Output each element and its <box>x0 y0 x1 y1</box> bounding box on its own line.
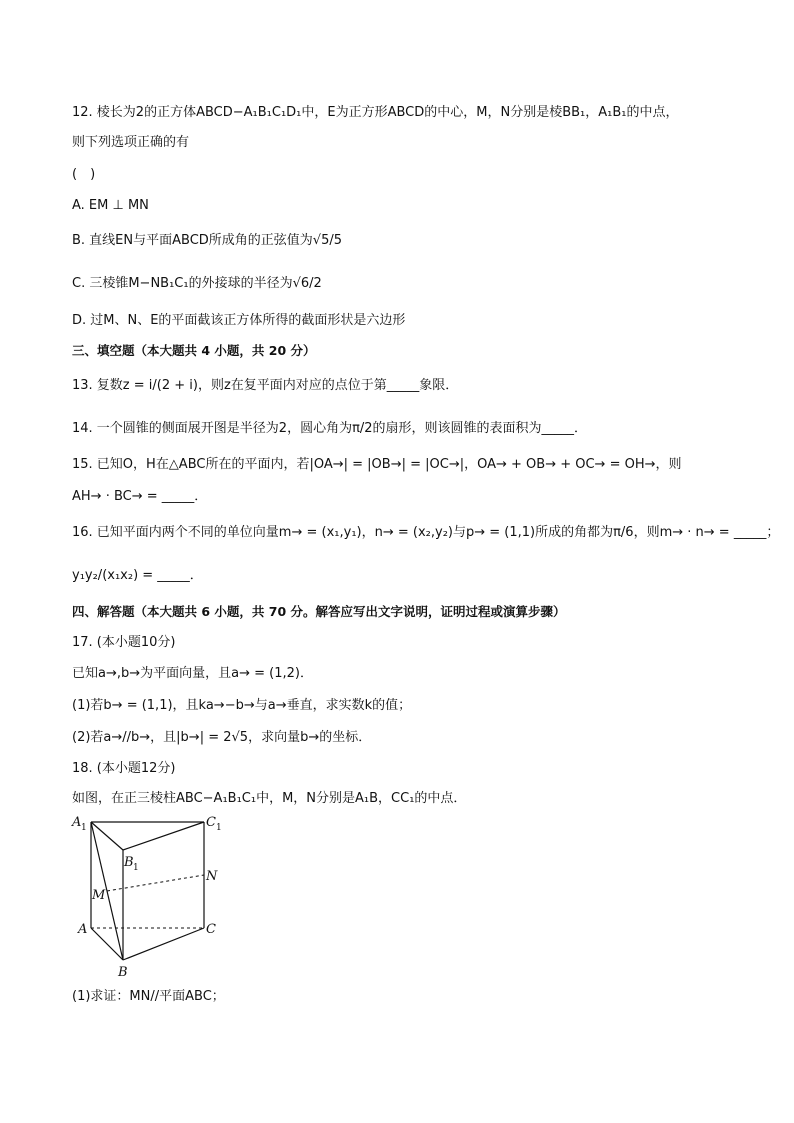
q13: 13. 复数z = i/(2 + i)，则z在复平面内对应的点位于第_____象限． <box>72 378 459 393</box>
segment-mn-dashed <box>107 875 204 891</box>
edge-b1c1 <box>123 822 204 850</box>
label-a: A <box>78 922 88 937</box>
q12-option-a: A. EM ⊥ MN <box>72 198 149 213</box>
label-a1: A <box>72 815 82 830</box>
q15-line1: 15. 已知O，H在△ABC所在的平面内，若|OA→| = |OB→| = |OC→|，OA→ + OB→ + OC→ = OH→，则 <box>72 457 682 472</box>
prism-figure <box>66 808 226 984</box>
label-c1: C <box>206 815 216 830</box>
label-a1-sub: 1 <box>81 823 87 833</box>
label-c: C <box>206 922 216 937</box>
q17-title: 17. (本小题10分) <box>72 635 176 650</box>
q12-stem-line1: 12. 棱长为2的正方体ABCD−A₁B₁C₁D₁中，E为正方形ABCD的中心，M，N分别是棱BB₁，A₁B₁的中点， <box>72 105 679 120</box>
q18-part1: (1)求证：MN//平面ABC； <box>72 989 225 1004</box>
label-b: B <box>118 965 128 980</box>
section-fill-heading: 三、填空题（本大题共 4 小题，共 20 分） <box>72 343 316 358</box>
q18-title: 18. (本小题12分) <box>72 761 176 776</box>
label-n: N <box>206 869 218 884</box>
q12-blank: ( ) <box>72 167 96 182</box>
q12-option-b: B. 直线EN与平面ABCD所成角的正弦值为√5/5 <box>72 233 342 248</box>
label-c1-sub: 1 <box>216 823 222 833</box>
label-m: M <box>92 888 106 903</box>
label-b1: B <box>124 855 134 870</box>
edge-bc <box>123 928 204 960</box>
q12-stem-line2: 则下列选项正确的有 <box>72 135 190 150</box>
q17-stem: 已知a→,b→为平面向量，且a→ = (1,2)． <box>72 666 313 681</box>
q16-line2: y₁y₂/(x₁x₂) = _____． <box>72 568 203 583</box>
q12-option-d: D. 过M、N、E的平面截该正方体所得的截面形状是六边形 <box>72 313 406 328</box>
q18-stem: 如图，在正三棱柱ABC−A₁B₁C₁中，M，N分别是A₁B，CC₁的中点． <box>72 791 467 806</box>
q16-line1: 16. 已知平面内两个不同的单位向量m→ = (x₁,y₁)，n→ = (x₂,y₂)与p→ = (1,1)所成的角都为π/6，则m→ · n→ = _____； <box>72 525 780 540</box>
label-b1-sub: 1 <box>133 863 139 873</box>
edge-a1b1 <box>91 822 123 850</box>
hidden-edges <box>91 875 204 928</box>
q15-line2: AH→ · BC→ = _____． <box>72 489 208 504</box>
section-answer-heading: 四、解答题（本大题共 6 小题，共 70 分。解答应写出文字说明，证明过程或演算步骤） <box>72 604 566 619</box>
edge-ab <box>91 928 123 960</box>
q17-part2: (2)若a→//b→，且|b→| = 2√5，求向量b→的坐标． <box>72 730 372 745</box>
q14: 14. 一个圆锥的侧面展开图是半径为2，圆心角为π/2的扇形，则该圆锥的表面积为_____． <box>72 421 588 436</box>
q12-option-c: C. 三棱锥M−NB₁C₁的外接球的半径为√6/2 <box>72 276 322 291</box>
q17-part1: (1)若b→ = (1,1)，且ka→−b→与a→垂直，求实数k的值； <box>72 698 412 713</box>
